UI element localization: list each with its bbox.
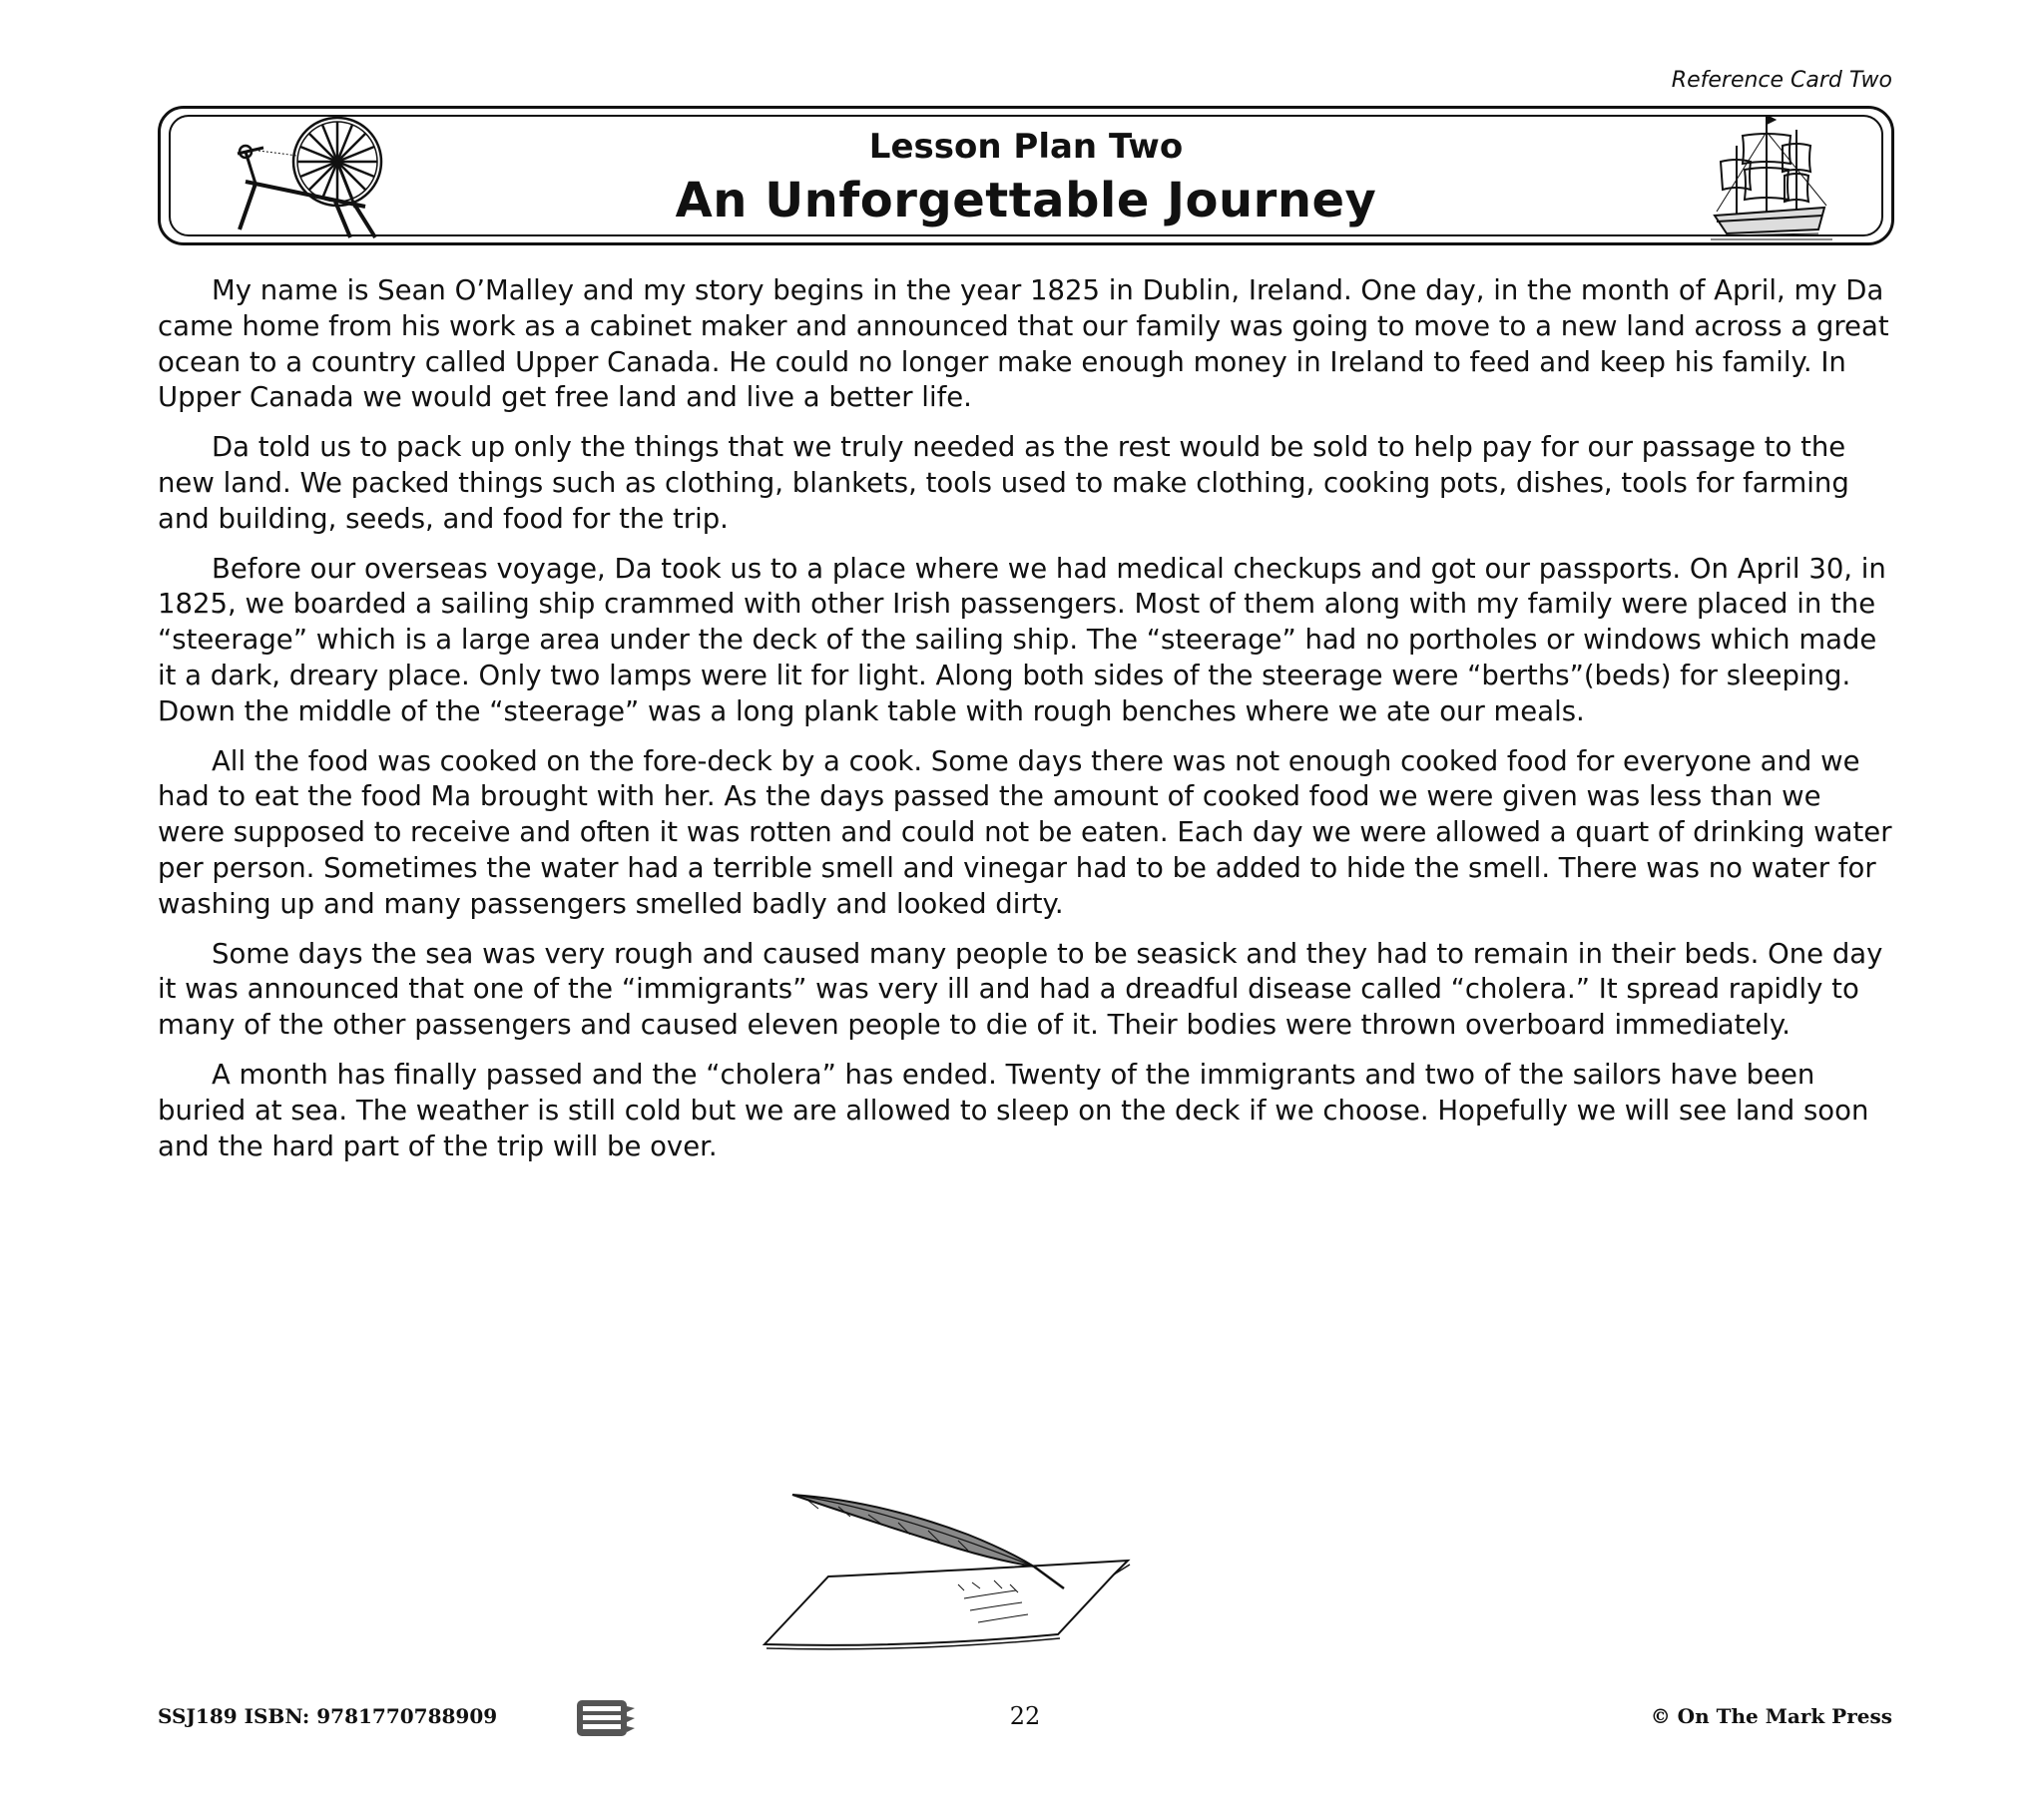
story-paragraph: Some days the sea was very rough and caused many people to be seasick and they had to remain in their beds. One day it was announced that one of the “immigrants” was very ill and had a dreadful disease called “cholera.” It spread rapidly to many of the other passengers and caused eleven people to die of it. Their bodies were thrown overboard immediately. bbox=[158, 937, 1883, 1042]
quill-letter-icon bbox=[759, 1485, 1138, 1654]
lesson-label: Lesson Plan Two bbox=[868, 127, 1184, 167]
page-footer bbox=[158, 1698, 1892, 1738]
sailing-ship-icon bbox=[1707, 112, 1836, 243]
page-title: An Unforgettable Journey bbox=[675, 173, 1377, 228]
spinning-wheel-icon bbox=[216, 112, 425, 241]
page-number: 22 bbox=[1009, 1702, 1041, 1730]
story-paragraph: All the food was cooked on the fore-deck by a cook. Some days there was not enough cooked food for everyone and we had to eat the food Ma brought with her. As the days passed the amount of cooked food we were given was less than we were supposed to receive and often it was rotten and could not be eaten. Each day we were allowed a quart of drinking water per person. Sometimes the water had a terrible smell and vinegar had to be added to hide the smell. There was no water for washing up and many passengers smelled badly and looked dirty. bbox=[158, 744, 1892, 920]
story-paragraph: A month has finally passed and the “cholera” has ended. Twenty of the immigrants and two of the sailors have been buried at sea. The weather is still cold but we are allowed to sleep on the deck if we choose. Hopefully we will see land soon and the hard part of the trip will be over. bbox=[158, 1058, 1869, 1162]
story-text bbox=[158, 273, 1894, 1178]
publisher-label: © On The Mark Press bbox=[1650, 1704, 1892, 1728]
reference-card-label: Reference Card Two bbox=[1671, 68, 1892, 93]
isbn-label: SSJ189 ISBN: 9781770788909 bbox=[158, 1704, 498, 1728]
story-paragraph: Before our overseas voyage, Da took us to a place where we had medical checkups and got our passports. On April 30, in 1825, we boarded a sailing ship crammed with other Irish passengers. Most of them along with my family were placed in the “steerage” which is a large area under the deck of the sailing ship. The “steerage” had no portholes or windows which made it a dark, dreary place. Only two lamps were lit for light. Along both sides of the steerage were “berths”(beds) for sleeping. Down the middle of the “steerage” was a long plank table with rough benches where we ate our meals. bbox=[158, 552, 1886, 727]
story-paragraph: My name is Sean O’Malley and my story begins in the year 1825 in Dublin, Ireland. One day, in the month of April, my Da came home from his work as a cabinet maker and announced that our family was going to move to a new land across a great ocean to a country called Upper Canada. He could no longer make enough money in Ireland to feed and keep his family. In Upper Canada we would get free land and live a better life. bbox=[158, 274, 1889, 414]
story-paragraph: Da told us to pack up only the things that we truly needed as the rest would be sold to help pay for our passage to the new land. We packed things such as clothing, blankets, tools used to make clothing, cooking pots, dishes, tools for farming and building, seeds, and food for the trip. bbox=[158, 431, 1849, 535]
